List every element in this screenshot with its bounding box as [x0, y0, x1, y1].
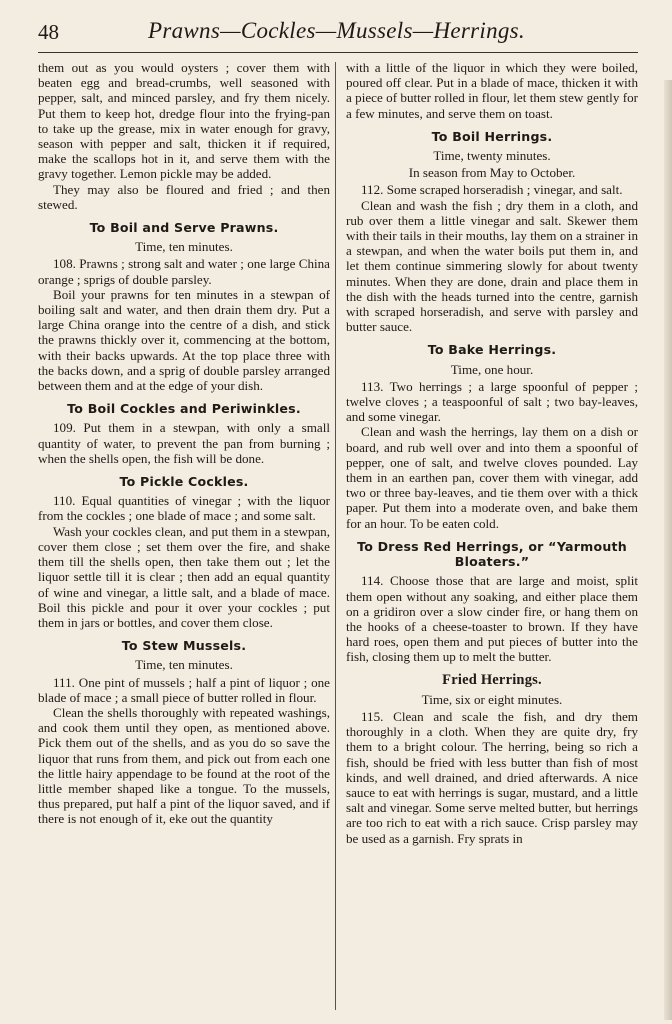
header-rule	[38, 52, 638, 53]
paragraph: 112. Some scraped horseradish ; vinegar, and salt.	[361, 182, 623, 198]
cooking-time: Time, six or eight minutes.	[421, 691, 563, 707]
paragraph: 108. Prawns ; strong salt and water ; one large China orange ; sprigs of double parsley.	[38, 256, 330, 287]
page-header	[38, 14, 638, 46]
paragraph: 111. One pint of mussels ; half a pint of liquor ; one blade of mace ; a small piece of butter rolled in flour.	[38, 674, 330, 705]
cooking-time: Time, one hour.	[450, 361, 534, 377]
paragraph: Clean the shells thoroughly with repeated washings, and cook them until they open, as mentioned above. Pick them out of the shells, and as you do so save the liquor that runs from them, and pick out from each one the little hairy appendage to be found at the root of the little member shaped like a tongue. To the mussels, thus prepared, put half a pint of the liquor saved, and if there is not enough of it, eke out the quantity	[38, 704, 330, 827]
section-heading: Fried Herrings.	[442, 671, 542, 688]
cooking-time: Time, twenty minutes.	[433, 148, 551, 164]
section-heading: To Boil Herrings.	[431, 128, 553, 144]
section-heading: To Boil Cockles and Periwinkles.	[67, 401, 301, 417]
page-number: 48	[38, 20, 59, 44]
paragraph: Wash your cockles clean, and put them in a stewpan, cover them close ; set them over the fire, and shake them till the shells open, then take them out ; let the liquor settle till it is clear ; then add an equal quantity of wine and vinegar, a little salt, and a blade of mace. Boil this pickle and pour it over your cockles ; put them in jars or bottles, and cover them close.	[38, 523, 330, 630]
column-divider	[335, 62, 336, 1010]
section-heading: To Stew Mussels.	[121, 638, 247, 654]
page-edge-shadow	[664, 80, 672, 1020]
paragraph: 110. Equal quantities of vinegar ; with the liquor from the cockles ; one blade of mace ; and some salt.	[38, 493, 330, 524]
cooking-time: Time, ten minutes.	[135, 657, 233, 673]
paragraph: Boil your prawns for ten minutes in a stewpan of boiling salt and water, and then drain them dry. Put a large China orange into the centre of a dish, and stick the prawns thickly over it, commencing at the bottom, with their backs upwards. At the top place three with the backs down, and a sprig of double parsley arranged between them and at the edge of your dish.	[38, 286, 330, 394]
section-heading: To Boil and Serve Prawns.	[89, 220, 279, 236]
section-heading: To Pickle Cockles.	[119, 474, 249, 490]
cooking-time: In season from May to October.	[408, 165, 576, 181]
running-title: Prawns—Cockles—Mussels—Herrings.	[148, 18, 525, 43]
section-heading: To Dress Red Herrings, or “Yarmouth Bloaters.”	[357, 538, 627, 570]
paragraph: 113. Two herrings ; a large spoonful of pepper ; twelve cloves ; a teaspoonful of salt ; two bay-leaves, and some vinegar.	[346, 378, 638, 425]
paragraph: them out as you would oysters ; cover them with beaten egg and bread-crumbs, well seasoned with pepper, salt, and minced parsley, and fry them nicely. Put them to keep hot, dredge flour into the frying-pan to take up the grease, mix in water enough for gravy, season with pepper and salt, thicken it if required, make the scallops hot in it, and serve them with the gravy together. Lemon pickle may be added.	[38, 60, 330, 182]
paragraph: 115. Clean and scale the fish, and dry them thoroughly in a cloth. When they are quite dry, fry them to a bright colour. The herring, being so rich a fish, should be fried with less butter than fish of most kinds, and well drained, and dried afterwards. A nice sauce to eat with herrings is sugar, mustard, and a little salt and vinegar. Some serve melted butter, but herrings are too rich to eat with a rich sauce. Crisp parsley may be used as a garnish. Fry sprats in	[346, 708, 638, 846]
section-heading: To Bake Herrings.	[427, 342, 557, 358]
paragraph: Clean and wash the herrings, lay them on a dish or board, and rub well over and into them a spoonful of pepper, one of salt, and twelve cloves pounded. Lay them in an earthen pan, cover them with vinegar, add two or three bay-leaves, and tie them over with a thick paper. Put them into a moderate oven, and bake them for an hour. To be eaten cold.	[346, 424, 638, 531]
right-column	[346, 60, 638, 846]
paragraph: They may also be floured and fried ; and then stewed.	[38, 181, 330, 212]
left-column	[38, 60, 330, 827]
paragraph: with a little of the liquor in which they were boiled, poured off clear. Put in a blade of mace, thicken it with a piece of butter rolled in flour, let them stew gently for a few minutes, and serve them on toast.	[346, 60, 638, 121]
paragraph: 114. Choose those that are large and moist, split them open without any soaking, and either place them on a gridiron over a slow cinder fire, or hang them on the hooks of a cheese-toaster to brown. If they have hard roes, open them and put pieces of butter into the fish, closing them up to melt the butter.	[346, 573, 638, 665]
paragraph: Clean and wash the fish ; dry them in a cloth, and rub over them a little vinegar and salt. Skewer them with their tails in their mouths, lay them on a strainer in a stewpan, and when the water boils put them in, and let them continue simmering slowly for about twenty minutes. When they are done, drain and place them in the dish with the heads turned into the centre, garnish with scraped horseradish, and serve with parsley and butter sauce.	[346, 197, 638, 335]
cooking-time: Time, ten minutes.	[135, 239, 233, 255]
paragraph: 109. Put them in a stewpan, with only a small quantity of water, to prevent the pan from burning ; when the shells open, the fish will be done.	[38, 420, 330, 466]
